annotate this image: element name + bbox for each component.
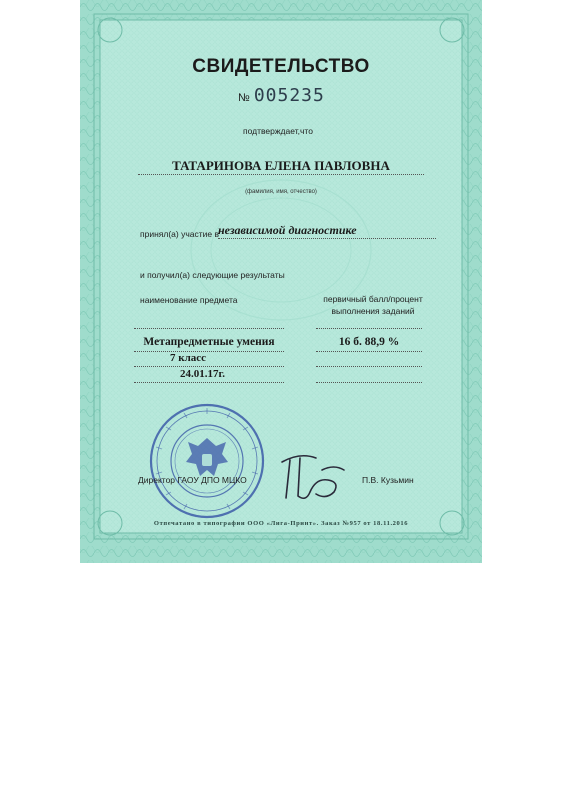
date: 24.01.17г. [180,368,226,380]
director-label: Директор ГАОУ ДПО МЦКО [138,475,247,485]
certificate-title: СВИДЕТЕЛЬСТВО [192,56,370,77]
participated-label: принял(а) участие в [140,229,219,239]
confirms-text: подтверждает,что [243,126,313,136]
dotted-line [134,328,284,329]
score-header-line2: выполнения заданий [331,306,415,316]
official-seal-icon [148,402,266,520]
certificate-number-row [238,85,325,106]
dotted-line [316,382,422,383]
number-sign: № [238,92,250,104]
score-header [318,293,428,317]
dotted-line [134,351,284,352]
event-name: независимой диагностике [218,223,436,239]
name-hint: (фамилия, имя, отчество) [245,189,317,195]
dotted-line [134,382,284,383]
director-name: П.В. Кузьмин [362,475,414,485]
dotted-line [134,366,284,367]
certificate [80,0,482,563]
score-value: 16 б. 88,9 % [338,336,400,348]
subject-header: наименование предмета [140,295,238,305]
subject-name: Метапредметные умения [143,336,275,348]
printer-note: Отпечатано в типографии ООО «Лига-Принт». Заказ №957 от 18.11.2016 [153,520,409,527]
full-name: ТАТАРИНОВА ЕЛЕНА ПАВЛОВНА [138,158,424,175]
results-label: и получил(а) следующие результаты [140,270,285,280]
certificate-number: 005235 [253,85,325,106]
score-header-line1: первичный балл/процент [323,294,423,304]
dotted-line [316,366,422,367]
dotted-line [316,328,422,329]
signature-icon [276,448,352,504]
dotted-line [316,351,422,352]
grade: 7 класс [170,352,207,364]
